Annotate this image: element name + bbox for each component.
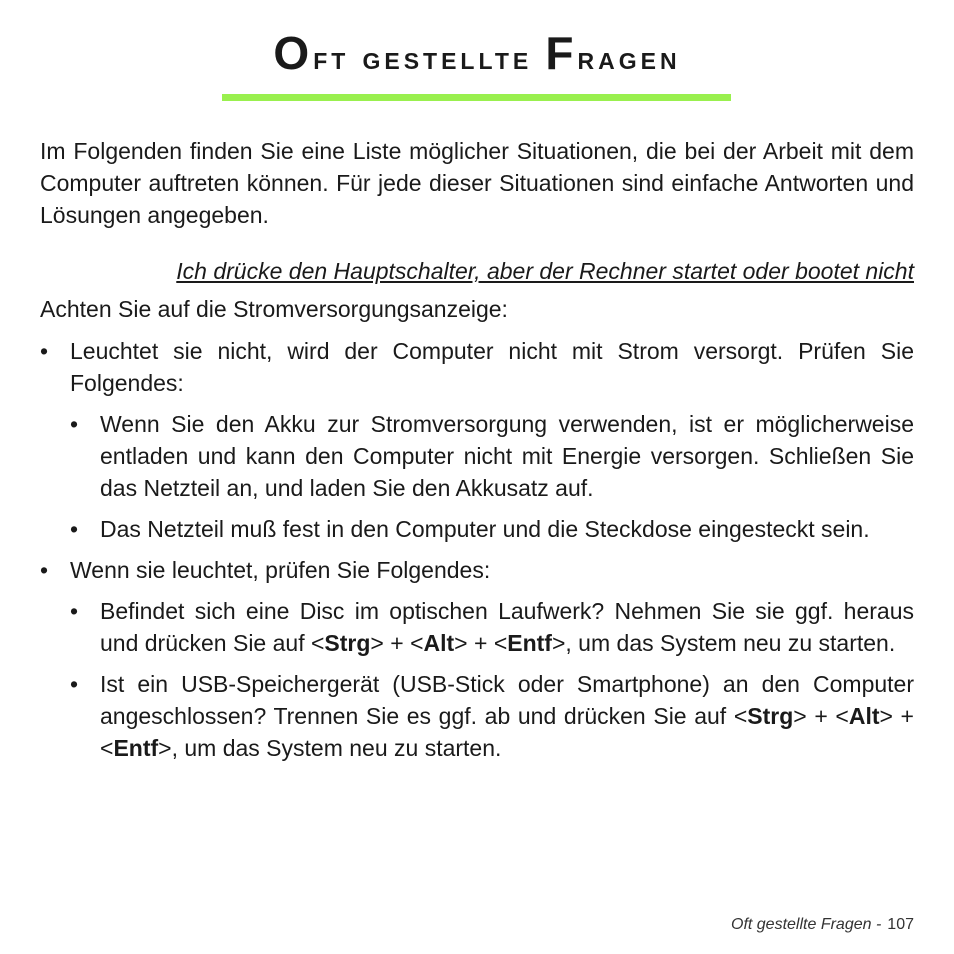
title-underline-rule — [222, 94, 731, 101]
page-title — [0, 26, 954, 80]
page-footer — [731, 916, 914, 934]
key-entf: Entf — [507, 630, 552, 656]
list-item — [40, 554, 914, 764]
sub-list-item — [70, 668, 914, 764]
key-alt: Alt — [848, 703, 880, 729]
bullet-icon: • — [70, 671, 79, 697]
sub-list-item-text: Das Netzteil muß fest in den Computer und die Steckdose eingesteckt sein. — [100, 516, 870, 542]
title-part-1: ft gestellte — [313, 39, 533, 76]
sub-list-item-text — [100, 595, 914, 659]
text-segment: Ist ein USB-Speichergerät (USB-Stick oder Smartphone) an den Computer angeschlossen? Trennen Sie es ggf. ab und drücken Sie auf < — [100, 671, 914, 729]
sub-bullet-list — [70, 595, 914, 764]
title-initial-o: O — [273, 27, 314, 79]
bullet-icon: • — [40, 338, 49, 364]
sub-list-item — [70, 408, 914, 504]
lead-sentence: Achten Sie auf die Stromversorgungsanzeige: — [40, 296, 508, 322]
faq-question: Ich drücke den Hauptschalter, aber der Rechner startet oder bootet nicht — [176, 258, 914, 284]
sub-list-item-text: Wenn Sie den Akku zur Stromversorgung verwenden, ist er möglicherweise entladen und kann den Computer nicht mit Energie versorgen. Schließen Sie das Netzteil an, und laden Sie den Akkusatz auf. — [100, 411, 914, 501]
text-segment: >, um das System neu zu starten. — [158, 735, 502, 761]
page-content — [40, 135, 914, 773]
footer-label: Oft gestellte Fragen - — [731, 916, 882, 933]
list-item — [40, 335, 914, 545]
title-initial-f: F — [545, 27, 578, 79]
text-segment: >, um das System neu zu starten. — [551, 630, 896, 656]
intro-paragraph: Im Folgenden finden Sie eine Liste möglicher Situationen, die bei der Arbeit mit dem Computer auftreten können. Für jede dieser Situationen sind einfache Antworten und Lösungen angegeben. — [40, 138, 914, 228]
list-item-text: Wenn sie leuchtet, prüfen Sie Folgendes: — [70, 557, 491, 583]
text-segment: > + < — [370, 630, 424, 656]
key-alt: Alt — [423, 630, 455, 656]
bullet-icon: • — [40, 557, 49, 583]
title-part-2: ragen — [577, 39, 681, 76]
text-segment: Befindet sich eine Disc im optischen Laufwerk? Nehmen Sie sie ggf. heraus und drücken Sie auf < — [100, 598, 914, 656]
bullet-list — [40, 335, 914, 764]
text-segment: > + < — [454, 630, 508, 656]
sub-list-item-text — [100, 668, 914, 764]
list-item-text: Leuchtet sie nicht, wird der Computer nicht mit Strom versorgt. Prüfen Sie Folgendes: — [70, 338, 914, 396]
sub-list-item — [70, 595, 914, 659]
page-number: 107 — [887, 916, 914, 933]
bullet-icon: • — [70, 516, 79, 542]
bullet-icon: • — [70, 598, 79, 624]
key-strg: Strg — [324, 630, 371, 656]
text-segment: > + < — [100, 703, 914, 761]
sub-list-item — [70, 513, 914, 545]
bullet-icon: • — [70, 411, 79, 437]
text-segment: > + < — [793, 703, 849, 729]
key-entf: Entf — [113, 735, 159, 761]
key-strg: Strg — [747, 703, 794, 729]
sub-bullet-list — [70, 408, 914, 545]
